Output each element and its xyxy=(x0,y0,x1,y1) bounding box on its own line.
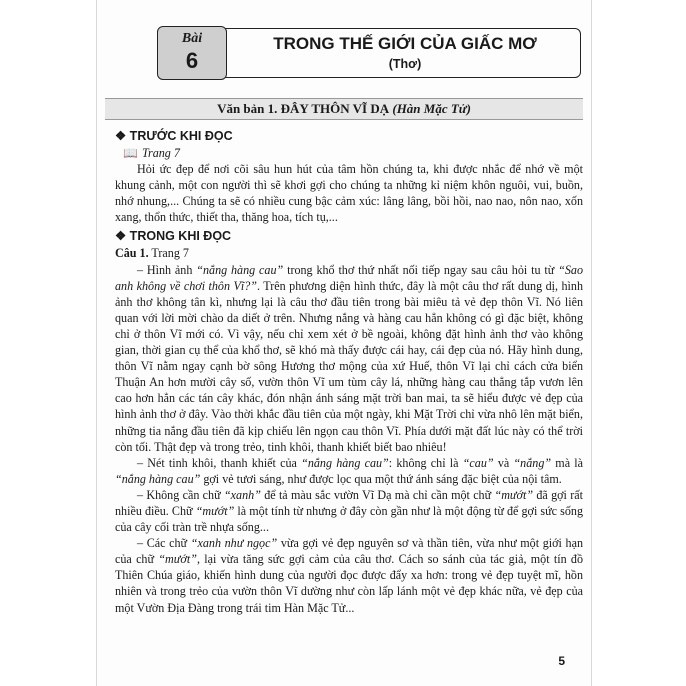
book-icon: 📖 xyxy=(123,146,138,160)
quoted-phrase: “nắng” xyxy=(513,455,552,470)
question-label: Câu 1. xyxy=(115,246,149,261)
text-run: và xyxy=(493,455,514,470)
lesson-header xyxy=(159,28,581,78)
text-run: mà là xyxy=(551,455,583,470)
text-run: đã gợi rất nhiều điều. Chữ xyxy=(115,487,583,518)
question-title xyxy=(115,245,583,261)
quoted-phrase: “mướt” xyxy=(494,487,534,502)
lesson-tag xyxy=(157,26,227,80)
quoted-phrase: “cau” xyxy=(462,455,494,470)
answer-paragraph-1 xyxy=(115,262,583,455)
quoted-phrase: “nắng hàng cau” xyxy=(196,262,284,277)
before-reading-paragraph: Hỏi ức đẹp để nơi cõi sâu hun hút của tâm hồn chúng ta, khi được nhắc để nhớ về một khung cảnh, một con người thì sẽ khơi gợi cho chúng ta những kỉ niệm khôn nguôi, vui, buồn, nhớ nhung,... Chúng ta sẽ có nhiều cung bậc cảm xúc: lâng lâng, bồi hồi, nao nao, nôn nao, xốn xang, thổn thức, thiết tha, thăng hoa, tích tụ,... xyxy=(115,162,583,225)
text-run: gợi vẻ tươi sáng, như được lọc qua một thứ ánh sáng đặc biệt của nội tâm. xyxy=(200,471,562,486)
text-run: – Hình ảnh xyxy=(137,262,197,277)
text-run: . Trên phương diện hình thức, đây là một câu thơ rất dung dị, hình ảnh thơ không tân kì, nhưng lại là câu thơ đầu tiên trong bài miêu tả vẻ đẹp thôn Vĩ. Nó liên quan với lời mời chào da diết ở trên. Nhưng nắng và hàng cau hẳn không có gì đặc biệt, không chỉ ở thôn Vĩ mới có. Vì vậy, nếu chỉ xem xét ở bề ngoài, không đặt hình ảnh thơ vào không gian, thời gian cụ thể của khổ thơ, sẽ khó mà thấy được cái hay, cái đẹp của nó. Hãy hình dung, thôn Vĩ nằm ngay cạnh bờ sông Hương thơ mộng của xứ Huế, thôn Vĩ lại chỉ cách cửa biển Thuận An hơn mười cây số, vườn thôn Vĩ um tùm cây lá, những hàng cau thẳng tắp vươn lên cao hơn hẳn các tán cây khác, đón nhận ánh sáng mặt trời ban mai, ta sẽ hiểu được vẻ đẹp của hình ảnh thơ ở đây. Vào thời khắc đầu tiên của một ngày, khi Mặt Trời chỉ vừa nhô lên mặt biển, những tia nắng đầu tiên đã kịp chiếu lên ngọn cau thôn Vĩ. Phía dưới mặt đất lúc này có thể trời còn tối. Thật đẹp và trong trẻo, tinh khôi, thanh khiết biết bao nhiêu! xyxy=(115,278,583,454)
text-run: để tả màu sắc vườn Vĩ Dạ mà chỉ cần một chữ xyxy=(260,487,495,502)
page-content xyxy=(115,128,583,616)
lesson-title: TRONG THẾ GIỚI CỦA GIẤC MƠ xyxy=(273,34,537,53)
quoted-phrase: “Sao anh không về chơi thôn Vĩ?” xyxy=(115,262,583,293)
lesson-word: Bài xyxy=(181,31,203,46)
text-title-bar xyxy=(105,98,583,120)
text-run: – Nét tinh khôi, thanh khiết của xyxy=(137,455,302,470)
text-run: vừa gợi vẻ đẹp nguyên sơ và thần tiên, vừa như một giới hạn của chữ xyxy=(115,536,583,567)
lesson-number: 6 xyxy=(185,48,199,73)
book-page xyxy=(96,0,592,686)
quoted-phrase: “xanh” xyxy=(223,487,261,502)
lesson-subtitle: (Thơ) xyxy=(388,57,422,71)
quoted-phrase: “nắng hàng cau” xyxy=(301,455,389,470)
answer-paragraph-3 xyxy=(115,487,583,535)
question-ref: Trang 7 xyxy=(148,246,189,261)
text-author: (Hàn Mặc Tử) xyxy=(392,101,471,116)
text-title: Văn bản 1. ĐÂY THÔN VĨ DẠ xyxy=(217,101,393,116)
answer-paragraph-4 xyxy=(115,535,583,615)
section-before-reading-heading: ❖ TRƯỚC KHI ĐỌC xyxy=(115,129,233,143)
text-run: là một tính từ nhưng ở đây còn gần như là một động từ để gợi sức sống của cây cối tràn trề nhựa sống... xyxy=(115,503,583,535)
quoted-phrase: “xanh như ngọc” xyxy=(190,536,278,551)
quoted-phrase: “mướt” xyxy=(195,503,235,518)
quoted-phrase: “mướt” xyxy=(158,552,197,567)
before-reading-page-ref xyxy=(123,145,583,161)
page-number: 5 xyxy=(558,654,565,668)
text-run: – Các chữ xyxy=(137,536,191,551)
page-ref-label: Trang 7 xyxy=(141,146,180,160)
text-run: trong khổ thơ thứ nhất nối tiếp ngay sau câu hỏi tu từ xyxy=(283,262,559,277)
text-run: , lại vừa tăng sức gợi cảm của câu thơ. Cách so sánh của tác giả, một tín đồ Thiên Chúa giáo, khiến hình dung của người đọc được đẩy xa hơn: trong vẻ đẹp tuyệt mĩ, hồn nhiên và trong trẻo của vườn thôn Vĩ dường như còn lấp lánh một vẻ đẹp khác nữa, vẻ đẹp của một Vườn Địa Đàng trong trái tim Hàn Mặc Tử... xyxy=(115,552,583,615)
text-run: : không chỉ là xyxy=(388,455,463,470)
answer-paragraph-2 xyxy=(115,455,583,487)
quoted-phrase: “nắng hàng cau” xyxy=(115,471,201,486)
text-run: – Không cần chữ xyxy=(137,487,224,502)
section-during-reading-heading: ❖ TRONG KHI ĐỌC xyxy=(115,229,232,244)
